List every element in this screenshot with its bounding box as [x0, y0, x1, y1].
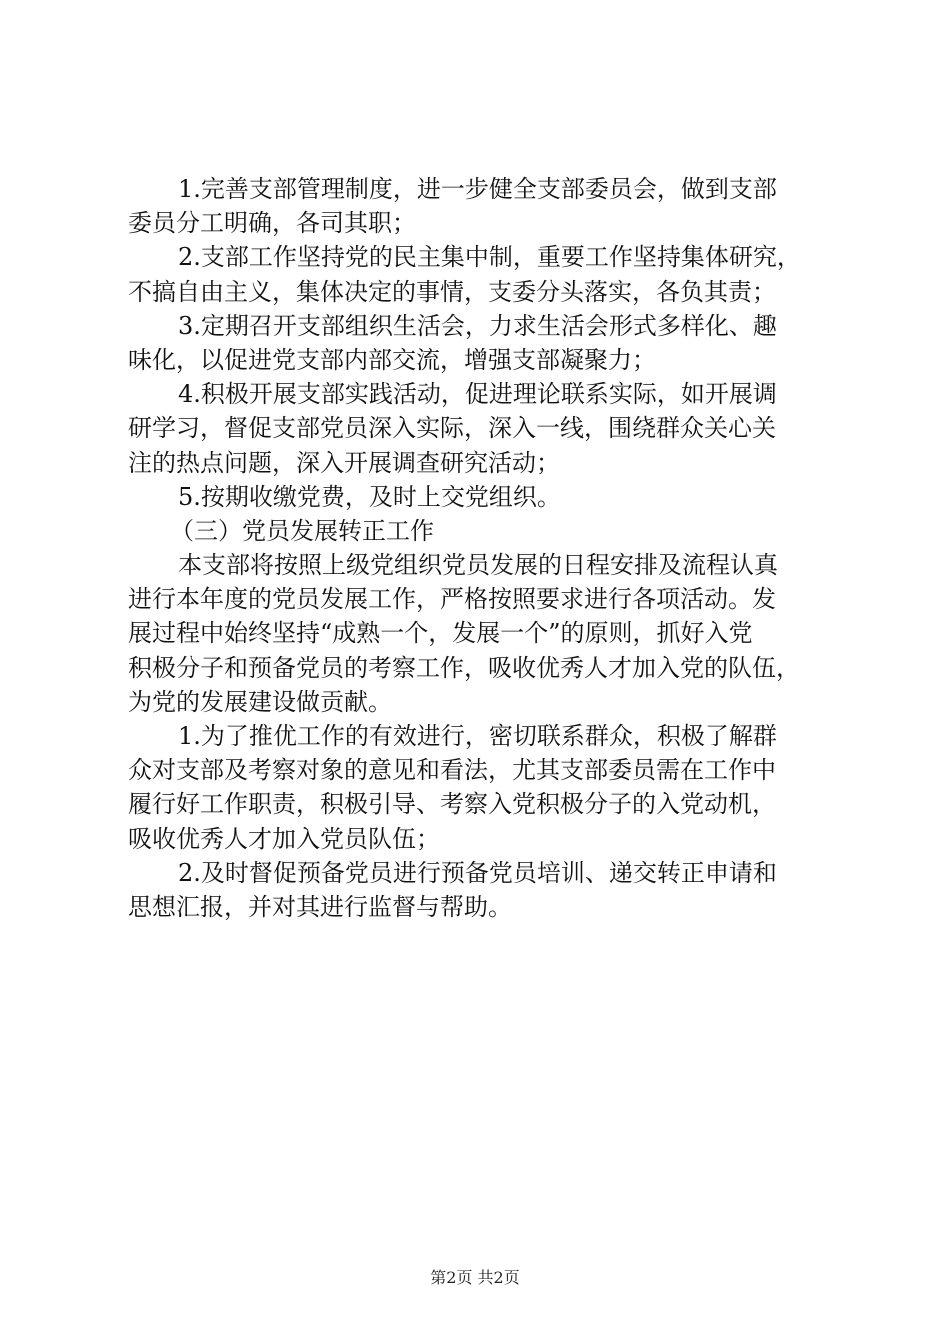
item-2-line-1: 2.支部工作坚持党的民主集中制，重要工作坚持集体研究， — [178, 243, 801, 272]
item-3-line-1: 3.定期召开支部组织生活会，力求生活会形式多样化、趣 — [178, 311, 777, 340]
paragraph-line-1: 本支部将按照上级党组织党员发展的日程安排及流程认真 — [178, 551, 778, 580]
item-5-line-1: 5.按期收缴党费，及时上交党组织。 — [178, 482, 561, 511]
sub-item-1-line-1: 1.为了推优工作的有效进行，密切联系群众，积极了解群 — [178, 722, 777, 750]
paragraph-line-5: 为党的发展建设做贡献。 — [128, 687, 392, 716]
sub-item-1-line-3: 履行好工作职责，积极引导、考察入党积极分子的入党动机， — [128, 790, 776, 819]
section-heading: （三）党员发展转正工作 — [170, 516, 434, 545]
document-body — [128, 172, 838, 924]
item-2-line-2: 不搞自由主义，集体决定的事情，支委分头落实，各负其责； — [128, 277, 776, 306]
paragraph-line-4: 积极分子和预备党员的考察工作，吸收优秀人才加入党的队伍， — [128, 653, 800, 682]
page-footer: 第2页 共2页 — [430, 1268, 520, 1287]
item-1-line-1: 1.完善支部管理制度，进一步健全支部委员会，做到支部 — [178, 175, 777, 203]
sub-item-1-line-4: 吸收优秀人才加入党员队伍； — [128, 824, 440, 853]
sub-item-2-line-1: 2.及时督促预备党员进行预备党员培训、递交转正申请和 — [178, 858, 777, 887]
paragraph-line-3: 展过程中始终坚持“成熟一个，发展一个”的原则，抓好入党 — [128, 619, 753, 648]
sub-item-2-line-2: 思想汇报，并对其进行监督与帮助。 — [128, 892, 512, 921]
item-1-line-2: 委员分工明确，各司其职； — [128, 209, 416, 238]
item-4-line-3: 注的热点问题，深入开展调查研究活动； — [128, 448, 560, 477]
item-4-line-1: 4.积极开展支部实践活动，促进理论联系实际，如开展调 — [178, 380, 777, 409]
paragraph-line-2: 进行本年度的党员发展工作，严格按照要求进行各项活动。发 — [128, 585, 776, 614]
item-4-line-2: 研学习，督促支部党员深入实际，深入一线，围绕群众关心关 — [128, 414, 776, 443]
sub-item-1-line-2: 众对支部及考察对象的意见和看法，尤其支部委员需在工作中 — [128, 756, 776, 785]
item-3-line-2: 味化，以促进党支部内部交流，增强支部凝聚力； — [128, 345, 656, 374]
